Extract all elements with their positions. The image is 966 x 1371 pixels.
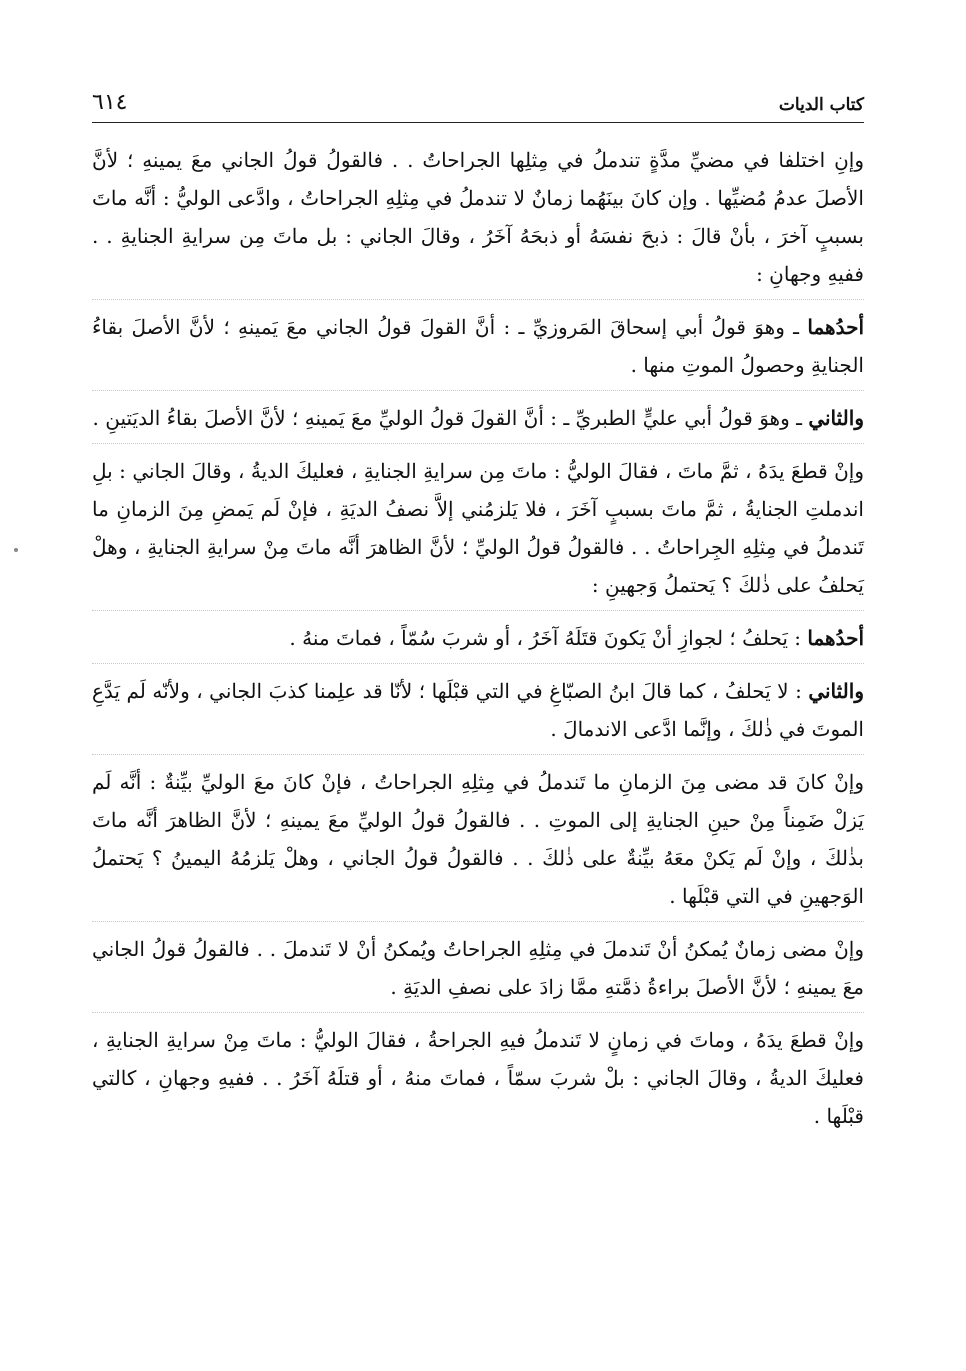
paragraph-text: ـ وهوَ قولُ أبي عليٍّ الطبريِّ ـ : أنَّ القولَ قولُ الوليِّ معَ يَمينهِ ؛ لأنَّ الأصلَ بقاءُ الديَتينِ . [92,406,809,430]
paragraph-lead: أحدُهما [807,315,864,339]
paragraph-lead: والثاني [808,406,864,430]
paragraph-lead: أحدُهما [807,626,864,650]
paragraph-4 [92,452,864,611]
paragraph-text: وإنْ قطعَ يدَهُ ، ثمَّ ماتَ ، فقالَ الوليُّ : ماتَ مِن سرايةِ الجنايةِ ، فعليكَ الديةُ ، وقالَ الجاني : بلِ اندملتِ الجنايةُ ، ثمَّ ماتَ بسببٍ آخَرَ ، فلا يَلزمُني إلاَّ نصفُ الديَةِ ، فإنْ لَم يَمضِ مِنَ الزمانِ ما تَندملُ في مِثلِهِ الجِراحاتُ . . فالقولُ قولُ الوليِّ ؛ لأنَّ الظاهرَ أنَّه ماتَ مِنْ سرايةِ الجنايةِ ، وهلْ يَحلفُ على ذٰلكَ ؟ يَحتملُ وَجهينِ : [92,459,864,597]
paragraph-text: وإنْ قطعَ يدَهُ ، وماتَ في زمانٍ لا تَندملُ فيهِ الجراحةُ ، فقالَ الوليُّ : ماتَ مِنْ سرايةِ الجنايةِ ، فعليكَ الديةُ ، وقالَ الجاني : بلْ شربَ سمّاً ، فماتَ منهُ ، أو قتلَهُ آخَرُ . . ففيهِ وجهانِ ، كالتي قبْلَها . [92,1028,864,1128]
paragraph-5 [92,619,864,664]
paragraph-1 [92,141,864,300]
paragraph-text: وإنْ مضى زمانٌ يُمكنُ أنْ تَندملَ في مِثلِهِ الجراحاتُ ويُمكنُ أنْ لا تَندملَ . . فالقولُ قولُ الجاني معَ يمينهِ ؛ لأنَّ الأصلَ براءةُ ذمَّتهِ ممَّا زادَ على نصفِ الديَةِ . [92,937,864,999]
paragraph-2 [92,308,864,391]
paragraph-text: : لا يَحلفُ ، كما قالَ ابنُ الصبّاغِ في التي قبْلَها ؛ لأنّا قد علِمنا كذبَ الجاني ، ولأنّه لَم يَدَّعِ الموتَ في ذٰلكَ ، وإنَّما ادَّعى الاندمالَ . [92,679,864,741]
paragraph-text: وإنِ اختلفا في مضيِّ مدَّةٍ تندملُ في مِثلِها الجراحاتُ . . فالقولُ قولُ الجاني معَ يمينهِ ؛ لأنَّ الأصلَ عدمُ مُضيِّها . وإن كانَ بينَهُما زمانٌ لا تندملُ في مِثلِهِ الجراحاتُ ، وادَّعى الوليُّ : أنَّه ماتَ بسببٍ آخرَ ، بأنْ قالَ : ذبحَ نفسَهُ أو ذبحَهُ آخَرُ ، وقالَ الجاني : بل ماتَ مِن سرايةِ الجنايةِ . . ففيهِ وجهانِ : [92,148,864,286]
margin-dot [14,548,18,552]
paragraph-lead: والثاني [808,679,864,703]
paragraph-8 [92,930,864,1013]
paragraph-text: وإنْ كانَ قد مضى مِنَ الزمانِ ما تَندملُ في مِثلِهِ الجراحاتُ ، فإنْ كانَ معَ الوليِّ بيِّنةٌ : أنَّه لَم يَزلْ ضَمِناً مِنْ حينِ الجنايةِ إلى الموتِ . . فالقولُ قولُ الوليِّ معَ يمينهِ ؛ لأنَّ الظاهرَ أنَّه ماتَ بذٰلكَ ، وإنْ لَم يَكنْ معَهُ بيِّنةٌ على ذٰلكَ . . فالقولُ قولُ الجاني ، وهلْ يَلزمُهُ اليمينُ ؟ يَحتملُ الوَجهينِ في التي قبْلَها . [92,770,864,908]
book-page [92,70,864,1350]
page-number: ٦١٤ [92,90,128,115]
header-rule [92,122,864,123]
paragraph-text: : يَحلفُ ؛ لجوازِ أنْ يَكونَ قتَلَهُ آخَرُ ، أو شربَ سُمّاً ، فماتَ منهُ . [289,626,808,650]
body-text [92,141,864,1141]
paragraph-6 [92,672,864,755]
paragraph-3 [92,399,864,444]
header-title: كتاب الديات [778,95,864,115]
paragraph-text: ـ وهوَ قولُ أبي إسحاقَ المَروزيِّ ـ : أنَّ القولَ قولُ الجاني معَ يَمينهِ ؛ لأنَّ الأصلَ بقاءُ الجنايةِ وحصولُ الموتِ منها . [92,315,864,377]
paragraph-7 [92,763,864,922]
running-header [92,70,864,118]
paragraph-9 [92,1021,864,1141]
